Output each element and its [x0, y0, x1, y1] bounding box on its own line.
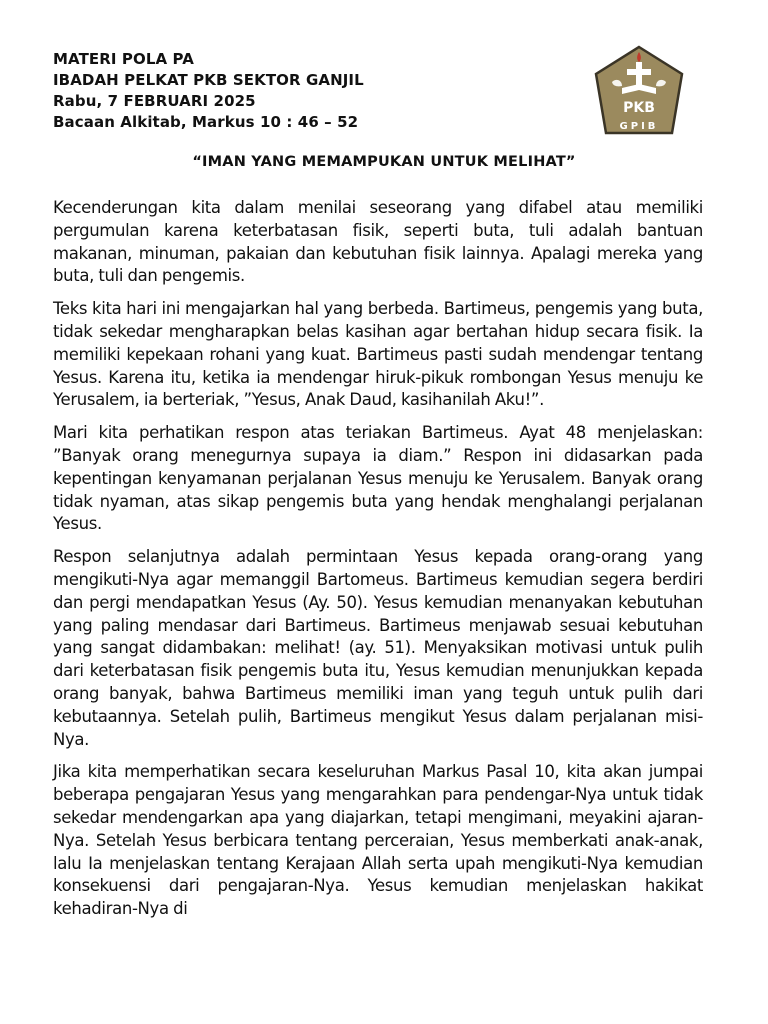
document-header	[53, 49, 364, 133]
pkb-gpib-logo	[592, 44, 686, 136]
logo-text-gpib: GPIB	[619, 121, 659, 132]
paragraph-3: Mari kita perhatikan respon atas teriakan Bartimeus. Ayat 48 menjelaskan: ”Banyak orang menegurnya supaya ia diam.” Respon ini didasarkan pada kepentingan kenyamanan perjalanan Yesus menuju ke Yerusalem. Banyak orang tidak nyaman, atas sikap pengemis buta yang hendak menghalangi perjalanan Yesus.	[53, 423, 703, 534]
logo-text-pkb: PKB	[623, 100, 655, 116]
paragraph-1: Kecenderungan kita dalam menilai seseorang yang difabel atau memiliki pergumulan karena keterbatasan fisik, seperti buta, tuli adalah bantuan makanan, minuman, pakaian dan kebutuhan fisik lainnya. Apalagi mereka yang buta, tuli dan pengemis.	[53, 198, 703, 286]
header-line-reading: Bacaan Alkitab, Markus 10 : 46 – 52	[53, 113, 359, 131]
header-line-materi: MATERI POLA PA	[53, 50, 194, 68]
paragraph-4: Respon selanjutnya adalah permintaan Yesus kepada orang-orang yang mengikuti-Nya agar memanggil Bartomeus. Bartimeus kemudian segera berdiri dan pergi mendapatkan Yesus (Ay. 50). Yesus kemudian menanyakan kebutuhan yang paling mendasar dari Bartimeus. Bartimeus menjawab sesuai kebutuhan yang sangat didambakan: melihat! (ay. 51). Menyaksikan motivasi untuk pulih dari keterbatasan fisik pengemis buta itu, Yesus kemudian menunjukkan kepada orang banyak, bahwa Bartimeus memiliki iman yang teguh untuk pulih dari kebutaannya. Setelah pulih, Bartimeus mengikut Yesus dalam perjalanan misi-Nya.	[53, 547, 703, 749]
paragraph-2: Teks kita hari ini mengajarkan hal yang berbeda. Bartimeus, pengemis yang buta, tidak sekedar mengharapkan belas kasihan agar bertahan hidup secara fisik. Ia memiliki kepekaan rohani yang kuat. Bartimeus pasti sudah mendengar tentang Yesus. Karena itu, ketika ia mendengar hiruk-pikuk rombongan Yesus menuju ke Yerusalem, ia berteriak, ”Yesus, Anak Daud, kasihanilah Aku!”.	[53, 299, 703, 410]
header-line-date: Rabu, 7 FEBRUARI 2025	[53, 92, 256, 110]
document-body	[53, 197, 703, 921]
header-line-ibadah: IBADAH PELKAT PKB SEKTOR GANJIL	[53, 71, 364, 89]
paragraph-5: Jika kita memperhatikan secara keseluruhan Markus Pasal 10, kita akan jumpai beberapa pengajaran Yesus yang mengarahkan para pendengar-Nya untuk tidak sekedar mendengarkan apa yang diajarkan, tetapi mengimani, meyakini ajaran-Nya. Setelah Yesus berbicara tentang perceraian, Yesus memberkati anak-anak, lalu Ia menjelaskan tentang Kerajaan Allah serta upah mengikuti-Nya kemudian konsekuensi dari pengajaran-Nya. Yesus kemudian menjelaskan hakikat kehadiran-Nya di	[53, 762, 703, 919]
document-title: “IMAN YANG MEMAMPUKAN UNTUK MELIHAT”	[192, 154, 576, 170]
